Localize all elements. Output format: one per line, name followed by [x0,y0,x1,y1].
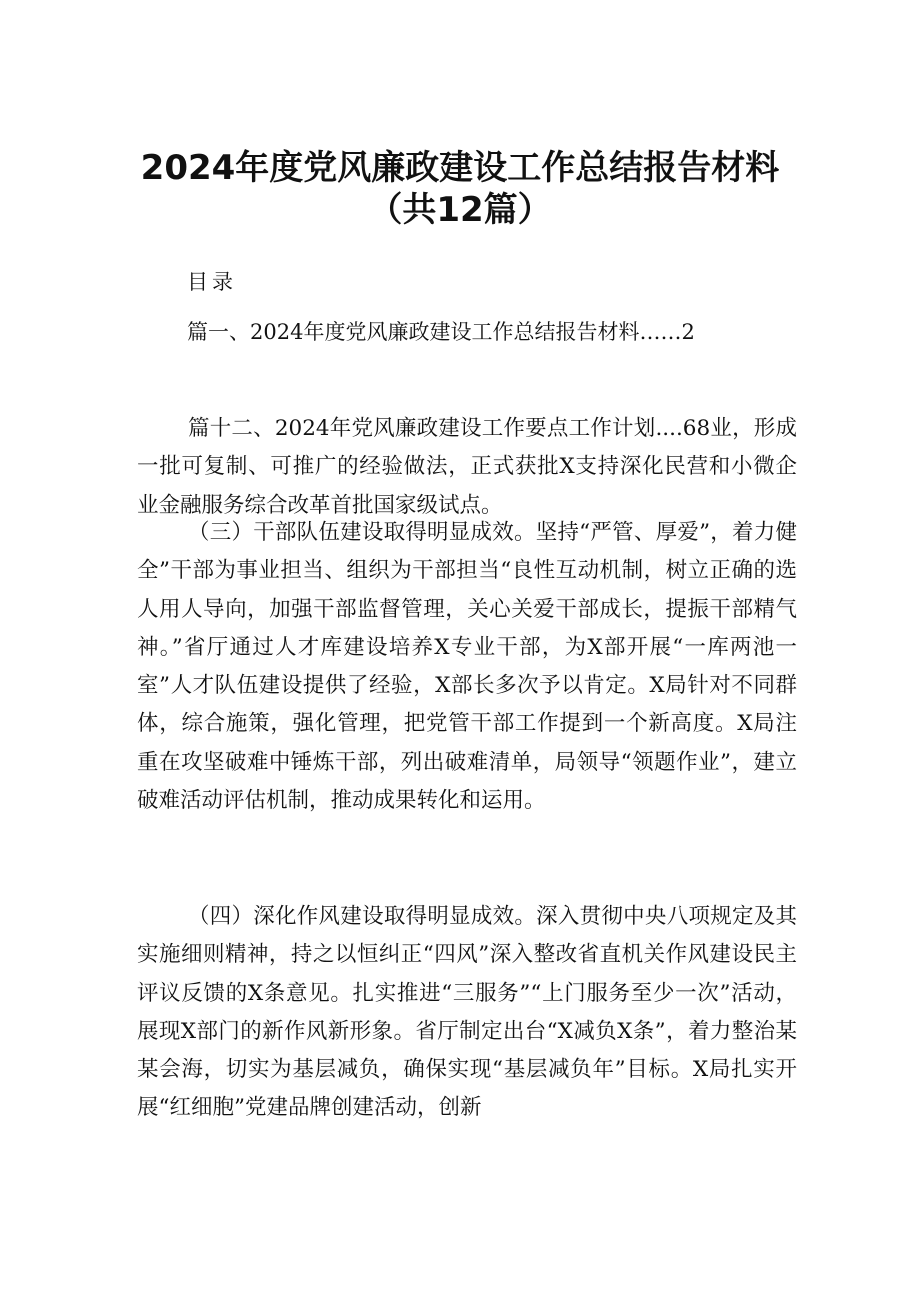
body-paragraph: 篇十二、2024年党风廉政建设工作要点工作计划....68业，形成一批可复制、可推广的经验做法，正式获批X支持深化民营和小微企业金融服务综合改革首批国家级试点。 [137,416,797,518]
body-paragraph: （四）深化作风建设取得明显成效。深入贯彻中央八项规定及其实施细则精神，持之以恒纠正“四风”深入整改省直机关作风建设民主评议反馈的X条意见。扎实推进“三服务”“上门服务至少一次”活动，展现X部门的新作风新形象。省厅制定出台“X减负X条”，着力整治某某会海，切实为基层减负，确保实现“基层减负年”目标。X局扎实开展“红细胞”党建品牌创建活动，创新 [137,904,797,1121]
body-paragraph: （三）干部队伍建设取得明显成效。坚持“严管、厚爱”，着力健全”干部为事业担当、组织为干部担当“良性互动机制，树立正确的选人用人导向，加强干部监督管理，关心关爱干部成长，提振干部精气神。”省厅通过人才库建设培养X专业干部，为X部开展“一库两池一室”人才队伍建设提供了经验，X部长多次予以肯定。X局针对不同群体，综合施策，强化管理，把党管干部工作提到一个新高度。X局注重在攻坚破难中锤炼干部，列出破难清单，局领导“领题作业”，建立破难活动评估机制，推动成果转化和运用。 [137,520,797,814]
document-title: 2024年度党风廉政建设工作总结报告材料 [140,148,780,188]
document-subtitle: （共12篇） [368,190,552,230]
toc-heading: 目录 [187,270,237,294]
toc-entry: 篇一、2024年度党风廉政建设工作总结报告材料……2 [187,320,695,344]
